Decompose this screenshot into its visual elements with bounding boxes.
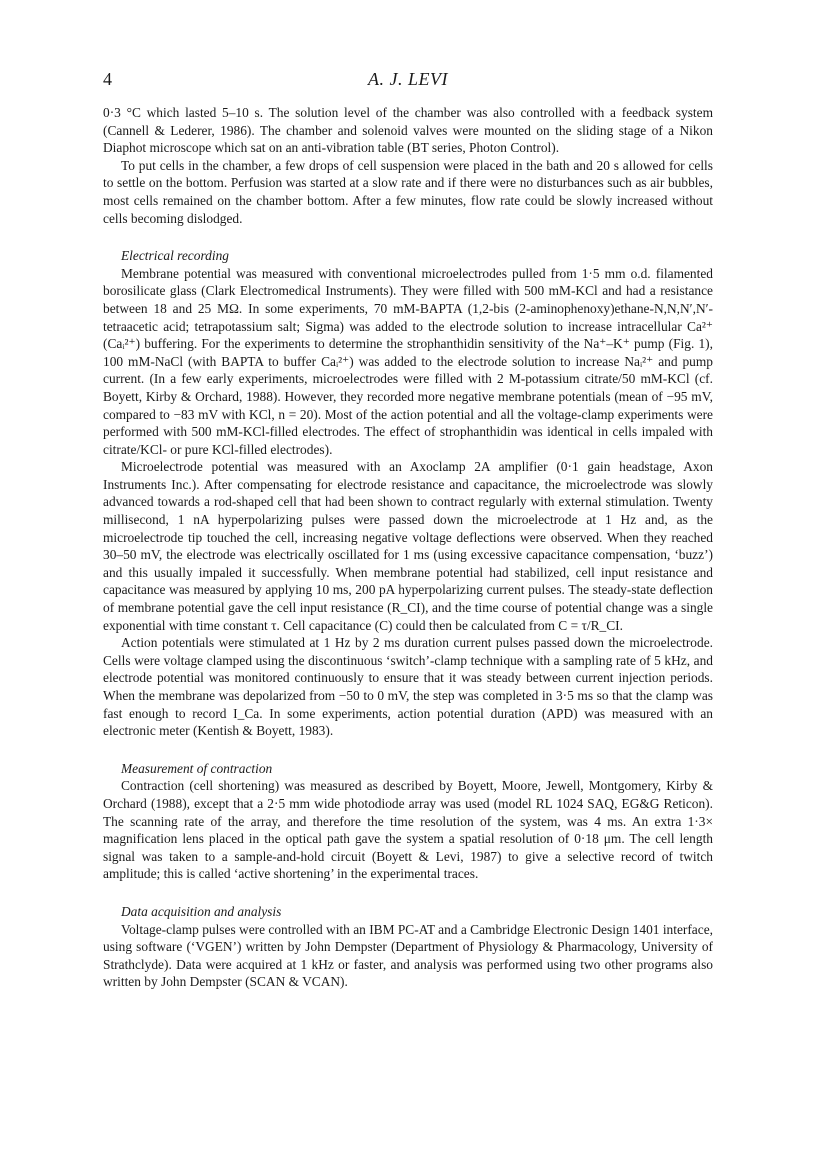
- section-data-acquisition: [103, 903, 713, 991]
- paragraph: Membrane potential was measured with conventional microelectrodes pulled from 1·5 mm o.d. filamented borosilicate glass (Clark Electromedical Instruments). They were filled with 500 mM-KCl and had a resistance between 18 and 25 MΩ. In some experiments, 70 mM-BAPTA (1,2-bis (2-aminophenoxy)ethane-N,N,N′,N′-tetraacetic acid; tetrapotassium salt; Sigma) was added to the electrode solution to increase intracellular Ca²⁺ (Caᵢ²⁺) buffering. For the experiments to determine the strophanthidin sensitivity of the Na⁺–K⁺ pump (Fig. 1), 100 mM-NaCl (with BAPTA to buffer Caᵢ²⁺) was added to the electrode solution to increase Naᵢ²⁺ and pump current. (In a few early experiments, microelectrodes were filled with 2 M-potassium citrate/50 mM-KCl (cf. Boyett, Kirby & Orchard, 1988). However, they recorded more negative membrane potentials (mean of −95 mV, compared to −83 mV with KCl, n = 20). Most of the action potential and all the voltage-clamp experiments were performed with 500 mM-KCl-filled electrodes. The effect of strophanthidin was identical in cells impaled with citrate/KCl- or pure KCl-filled electrodes).: [103, 265, 713, 457]
- paragraph: Voltage-clamp pulses were controlled with an IBM PC-AT and a Cambridge Electronic Design 1401 interface, using software (‘VGEN’) written by John Dempster (Department of Physiology & Pharmacology, University of Strathclyde). Data were acquired at 1 kHz or faster, and analysis was performed using two other programs also written by John Dempster (SCAN & VCAN).: [103, 921, 713, 990]
- paragraph: 0·3 °C which lasted 5–10 s. The solution level of the chamber was also controlled with a feedback system (Cannell & Lederer, 1986). The chamber and solenoid valves were mounted on the sliding stage of a Nikon Diaphot microscope which sat on an anti-vibration table (BT series, Photon Control).: [103, 105, 713, 156]
- page-number: 4: [103, 69, 112, 89]
- paragraph: Action potentials were stimulated at 1 Hz by 2 ms duration current pulses passed down the microelectrode. Cells were voltage clamped using the discontinuous ‘switch’-clamp technique with a sampling rate of 5 kHz, and electrode potential was monitored continuously to ensure that it was steady between current injection periods. When the membrane was depolarized from −50 to 0 mV, the step was completed in 3·5 ms so that the clamp was fast enough to record I_Ca. In some experiments, action potential duration (APD) was measured with an electronic meter (Kentish & Boyett, 1983).: [103, 635, 713, 739]
- section-heading: Electrical recording: [121, 248, 229, 264]
- section-heading: Measurement of contraction: [121, 760, 273, 776]
- running-head: A. J. LEVI: [368, 69, 448, 89]
- section-electrical-recording: [103, 247, 713, 740]
- section-measurement-of-contraction: [103, 760, 713, 883]
- section-heading: Data acquisition and analysis: [121, 903, 282, 919]
- paragraph: To put cells in the chamber, a few drops of cell suspension were placed in the bath and 20 s allowed for cells to settle on the bottom. Perfusion was started at a slow rate and if there were no disturbances such as air bubbles, most cells remained on the chamber bottom. After a few minutes, flow rate could be slowly increased without cells becoming dislodged.: [103, 157, 713, 226]
- paragraph: Microelectrode potential was measured with an Axoclamp 2A amplifier (0·1 gain headstage, Axon Instruments Inc.). After compensating for electrode resistance and capacitance, the microelectrode was slowly advanced towards a rod-shaped cell that had been shown to contract regularly with external stimulation. Twenty millisecond, 1 nA hyperpolarizing pulses were passed down the microelectrode at 1 Hz and, as the microelectrode tip touched the cell, increasing negative voltage deflections were observed. When they reached 30–50 mV, the electrode was electrically oscillated for 1 ms (using excessive capacitance compensation, ‘buzz’) and this usually impaled it successfully. When membrane potential had stabilized, cell input resistance and capacitance was measured by applying 10 ms, 200 pA hyperpolarizing current pulses. The steady-state deflection of membrane potential gave the cell input resistance (R_CI), and the time course of potential change was a single exponential with time constant τ. Cell capacitance (C) could then be calculated from C = τ/R_CI.: [103, 459, 713, 633]
- body-text: [103, 104, 713, 991]
- paragraph: Contraction (cell shortening) was measured as described by Boyett, Moore, Jewell, Montgomery, Kirby & Orchard (1988), except that a 2·5 mm wide photodiode array was used (model RL 1024 SAQ, EG&G Reticon). The scanning rate of the array, and therefore the time resolution of the system, was 4 ms. An extra 1·3× magnification lens placed in the optical path gave the system a spatial resolution of 0·18 μm. The cell length signal was taken to a sample-and-hold circuit (Boyett & Levi, 1987) to give a selective record of twitch amplitude; this is called ‘active shortening’ in the experimental traces.: [103, 778, 713, 882]
- page-header: [103, 68, 713, 96]
